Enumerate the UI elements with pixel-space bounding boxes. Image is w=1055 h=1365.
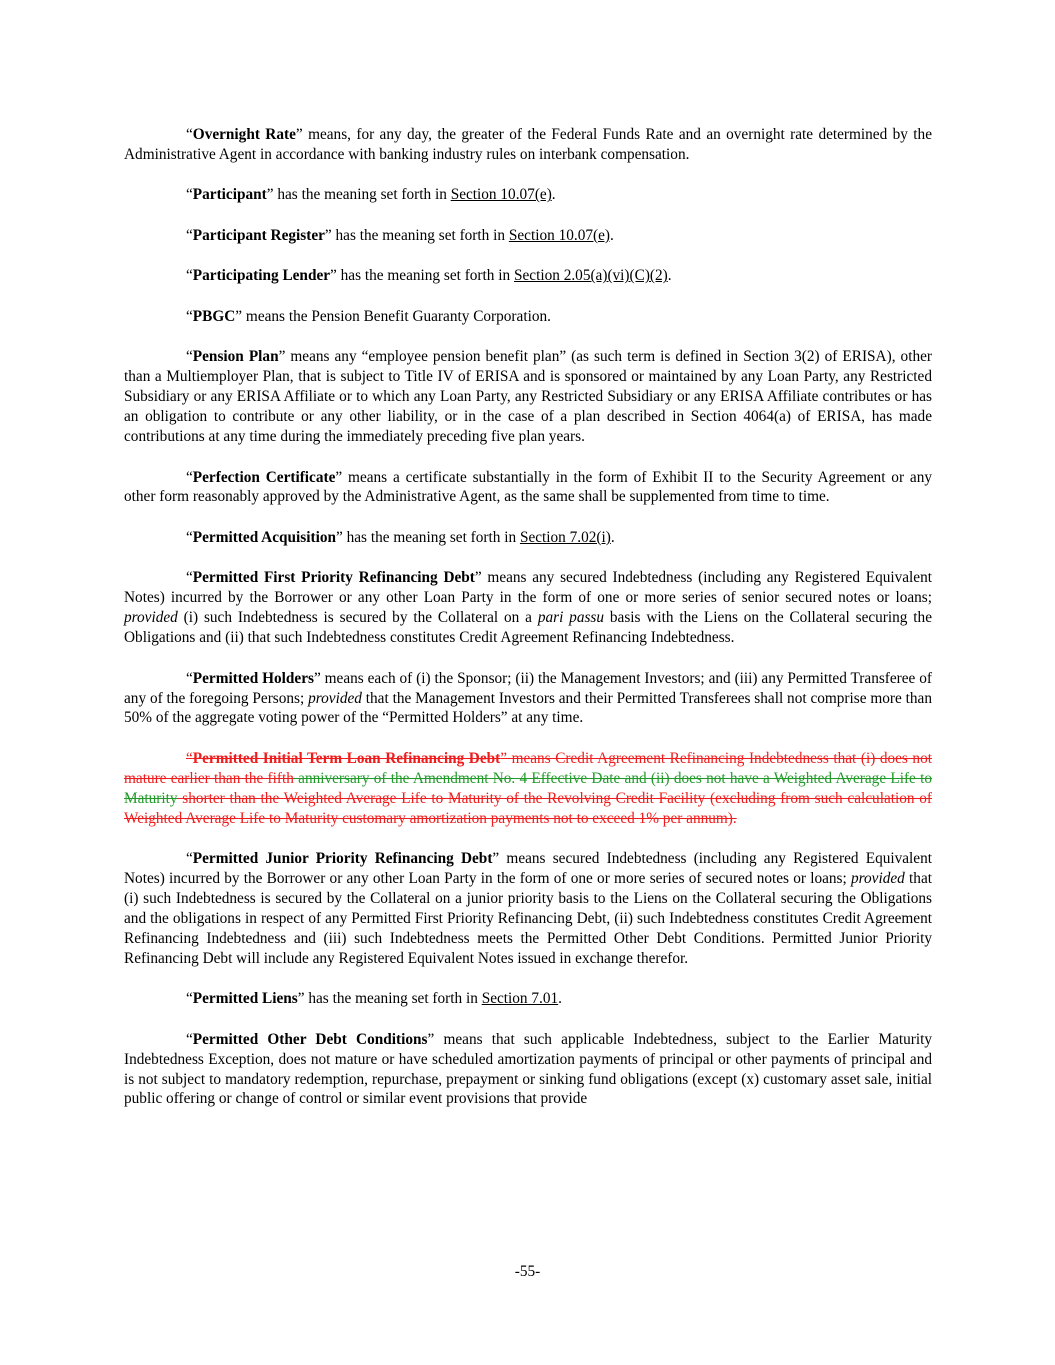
defined-term: Pension Plan xyxy=(192,348,279,366)
definition-text: means, for any day, the greater of the Federal Funds Rate and an overnight rate determined by the Administrative Agent in accordance with banking industry rules on interbank compensation. xyxy=(124,126,932,163)
section-reference: Section 10.07(e) xyxy=(450,186,552,204)
definition-permitted-initial-term-loan-refinancing-debt-deleted: “Permitted Initial Term Loan Refinancing Debt” means Credit Agreement Refinancing Indebtedness that (i) does not mature earlier than the fifth anniversary of the Amendment No. 4 Effective Date and (ii) does not have a Weighted Average Life to Maturity shorter than the Weighted Average Life to Maturity of the Revolving Credit Facility (excluding from such calculation of Weighted Average Life to Maturity customary amortization payments not to exceed 1% per annum). xyxy=(124,749,933,827)
defined-term: Perfection Certificate xyxy=(192,468,336,486)
defined-term: Permitted First Priority Refinancing Debt xyxy=(192,569,475,587)
definition-text: means a certificate substantially in the form of Exhibit II to the Security Agreement or any other form reasonably approved by the Administrative Agent, as the same shall be supplemented from time to time. xyxy=(124,468,932,506)
definition-pension-plan: “Pension Plan” means any “employee pension benefit plan” (as such term is defined in Section 3(2) of ERISA), other than a Multiemployer Plan, that is subject to Title IV of ERISA and is sponsored or maintained by any Loan Party, any Restricted Subsidiary or any ERISA Affiliate or to which any Loan Party, any Restricted Subsidiary or any ERISA Affiliate contributes or has an obligation to contribute or any other liability, or in the case of a plan described in Section 4064(a) of ERISA, has made contributions at any time during the immediately preceding five plan years. xyxy=(124,348,932,446)
defined-term: Overnight Rate xyxy=(192,126,296,143)
section-reference: Section 7.02(i) xyxy=(519,528,611,546)
definition-text: means that such applicable Indebtedness, subject to the Earlier Maturity Indebtedness Exception, does not mature or have scheduled amortization payments of principal or other payments of principal and is not subject to mandatory redemption, repurchase, prepayment or sinking fund obligations (except (x) customary asset sale, initial public offering or change of control or similar event provisions that provide xyxy=(124,1030,932,1108)
defined-term: Participating Lender xyxy=(192,267,331,285)
deleted-text: shorter than the Weighted Average Life to Maturity of the Revolving Credit Facility (excluding from such calculation of Weighted Average Life to Maturity customary amortization payments not to exceed 1% per annum). xyxy=(124,789,932,827)
defined-term: Participant Register xyxy=(192,226,325,244)
defined-term: Permitted Holders xyxy=(192,669,314,687)
defined-term: PBGC xyxy=(192,307,236,325)
definition-participant-register: “Participant Register” has the meaning set forth in Section 10.07(e). xyxy=(186,226,614,244)
document-body xyxy=(124,125,932,1130)
definition-text: means any “employee pension benefit plan” (as such term is defined in Section 3(2) of ERISA), other than a Multiemployer Plan, that is subject to Title IV of ERISA and is sponsored or maintained by any Loan Party, any Restricted Subsidiary or any ERISA Affiliate or to which any Loan Party, any Restricted Subsidiary or any ERISA Affiliate contributes or has an obligation to contribute or any other liability, or in the case of a plan described in Section 4064(a) of ERISA, has made contributions at any time during the immediately preceding five plan years. xyxy=(124,348,932,446)
definition-permitted-holders: “Permitted Holders” means each of (i) the Sponsor; (ii) the Management Investors; and (iii) any Permitted Transferee of any of the foregoing Persons; provided that the Management Investors and their Permitted Transferees shall not comprise more than 50% of the aggregate voting power of the “Permitted Holders” at any time. xyxy=(124,669,932,727)
definition-perfection-certificate: “Perfection Certificate” means a certificate substantially in the form of Exhibit II to the Security Agreement or any other form reasonably approved by the Administrative Agent, as the same shall be supplemented from time to time. xyxy=(124,468,932,506)
defined-term: Permitted Acquisition xyxy=(192,528,336,546)
definition-participant: “Participant” has the meaning set forth in Section 10.07(e). xyxy=(186,186,556,204)
section-reference: Section 10.07(e) xyxy=(508,226,610,244)
definition-permitted-junior-priority-refinancing-debt: “Permitted Junior Priority Refinancing Debt” means secured Indebtedness (including any Registered Equivalent Notes) incurred by the Borrower or any other Loan Party in the form of one or more series of secured notes or loans; provided that (i) such Indebtedness is secured by the Collateral on a junior priority basis to the Liens on the Collateral securing the Obligations and the obligations in respect of any Permitted First Priority Refinancing Debt, (ii) such Indebtedness constitutes Credit Agreement Refinancing Indebtedness and (iii) such Indebtedness meets the Permitted Other Debt Conditions. Permitted Junior Priority Refinancing Debt will include any Registered Equivalent Notes issued in exchange therefor. xyxy=(124,850,932,967)
definition-overnight-rate: “Overnight Rate” means, for any day, the greater of the Federal Funds Rate and an overnight rate determined by the Administrative Agent in accordance with banking industry rules on interbank compensation. xyxy=(124,126,932,163)
defined-term: Permitted Liens xyxy=(192,990,298,1008)
page-number: -55- xyxy=(514,1263,541,1280)
deleted-text: means Credit Agreement Refinancing Indebtedness that (i) does not mature earlier than the fifth xyxy=(124,749,932,787)
definition-text: means the Pension Benefit Guaranty Corporation. xyxy=(242,307,551,325)
moved-text: anniversary of the Amendment No. 4 Effective Date and (ii) does not have a Weighted Average Life to Maturity xyxy=(124,769,933,807)
definition-participating-lender: “Participating Lender” has the meaning set forth in Section 2.05(a)(vi)(C)(2). xyxy=(186,267,672,285)
definition-permitted-other-debt-conditions: “Permitted Other Debt Conditions” means that such applicable Indebtedness, subject to the Earlier Maturity Indebtedness Exception, does not mature or have scheduled amortization payments of principal or other payments of principal and is not subject to mandatory redemption, repurchase, prepayment or sinking fund obligations (except (x) customary asset sale, initial public offering or change of control or similar event provisions that provide xyxy=(124,1030,932,1108)
defined-term: Participant xyxy=(192,186,267,204)
definition-pbgc: “PBGC” means the Pension Benefit Guaranty Corporation. xyxy=(186,307,551,325)
defined-term: Permitted Junior Priority Refinancing Debt xyxy=(192,850,493,868)
defined-term: Permitted Other Debt Conditions xyxy=(192,1030,428,1048)
definition-permitted-liens: “Permitted Liens” has the meaning set forth in Section 7.01. xyxy=(186,990,562,1008)
defined-term: Permitted Initial Term Loan Refinancing Debt xyxy=(192,749,501,767)
section-reference: Section 2.05(a)(vi)(C)(2) xyxy=(513,267,668,285)
definition-permitted-acquisition: “Permitted Acquisition” has the meaning set forth in Section 7.02(i). xyxy=(186,528,615,546)
definition-permitted-first-priority-refinancing-debt: “Permitted First Priority Refinancing Debt” means any secured Indebtedness (including any Registered Equivalent Notes) incurred by the Borrower or any other Loan Party in the form of one or more series of senior secured notes or loans; provided (i) such Indebtedness is secured by the Collateral on a pari passu basis with the Liens on the Collateral securing the Obligations and (ii) that such Indebtedness constitutes Credit Agreement Refinancing Indebtedness. xyxy=(124,569,932,647)
section-reference: Section 7.01 xyxy=(481,990,559,1008)
